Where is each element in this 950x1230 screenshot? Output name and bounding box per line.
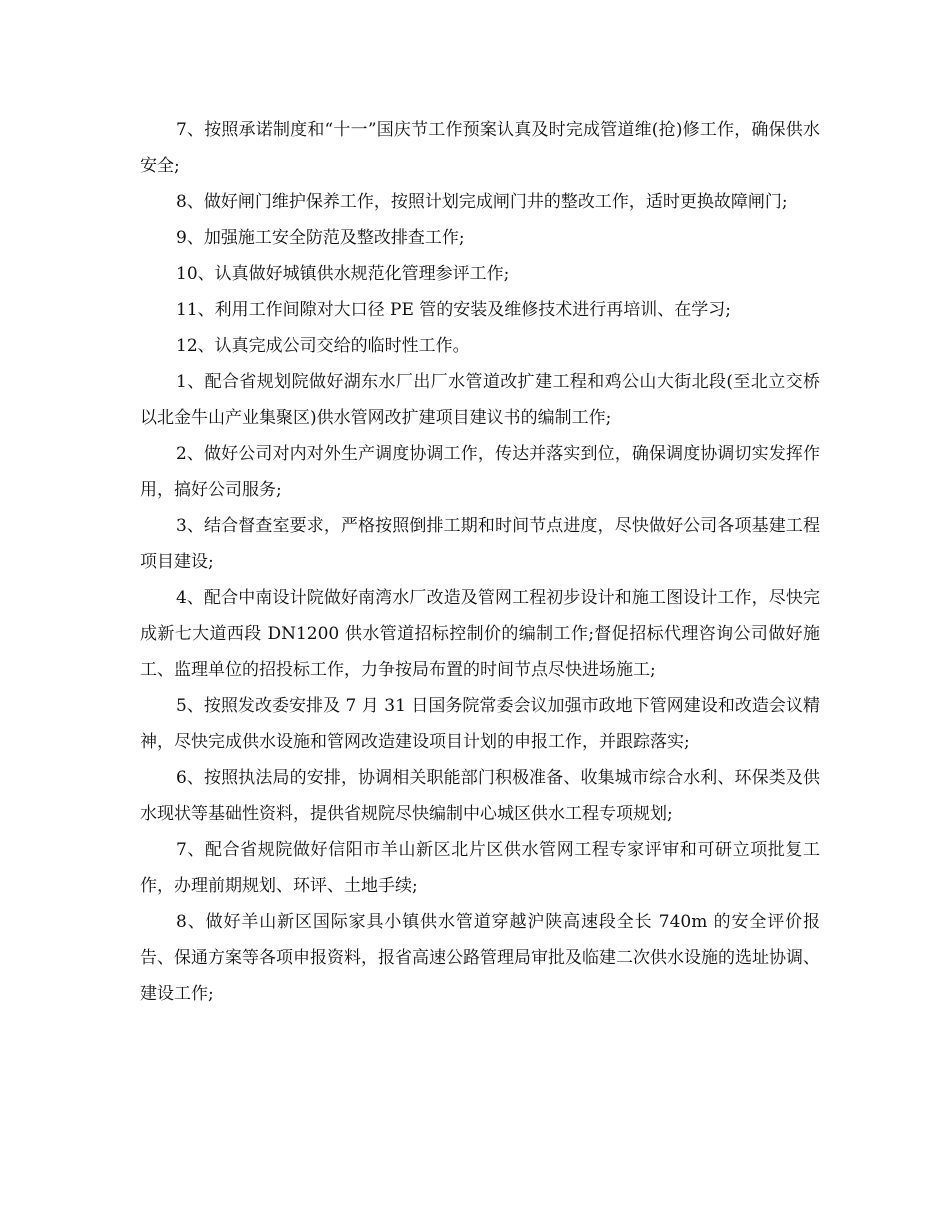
paragraph-item-9-safety: 9、加强施工安全防范及整改排查工作; [176, 228, 465, 248]
paragraph-item-10-evaluation: 10、认真做好城镇供水规范化管理参评工作; [176, 264, 510, 284]
paragraph-plan-2: 2、做好公司对内对外生产调度协调工作，传达并落实到位，确保调度协调切实发挥作用，搞好公司服务; [140, 444, 820, 500]
paragraph-item-7-repair: 7、按照承诺制度和“十一”国庆节工作预案认真及时完成管道维(抢)修工作，确保供水安全; [140, 120, 820, 176]
document-page [140, 112, 820, 1012]
paragraph-plan-1: 1、配合省规划院做好湖东水厂出厂水管道改扩建工程和鸡公山大街北段(至北立交桥以北金牛山产业集聚区)供水管网改扩建项目建议书的编制工作; [140, 372, 820, 428]
paragraph-item-11-training: 11、利用工作间隙对大口径 PE 管的安装及维修技术进行再培训、在学习; [176, 300, 732, 320]
paragraph-plan-8: 8、做好羊山新区国际家具小镇供水管道穿越沪陕高速段全长 740m 的安全评价报告、保通方案等各项申报资料，报省高速公路管理局审批及临建二次供水设施的选址协调、建设工作; [140, 912, 820, 1004]
paragraph-item-8-valve: 8、做好闸门维护保养工作，按照计划完成闸门井的整改工作，适时更换故障闸门; [176, 192, 788, 212]
paragraph-plan-6: 6、按照执法局的安排，协调相关职能部门积极准备、收集城市综合水利、环保类及供水现状等基础性资料，提供省规院尽快编制中心城区供水工程专项规划; [140, 768, 820, 824]
paragraph-plan-7: 7、配合省规院做好信阳市羊山新区北片区供水管网工程专家评审和可研立项批复工作，办理前期规划、环评、土地手续; [140, 840, 820, 896]
paragraph-plan-5: 5、按照发改委安排及 7 月 31 日国务院常委会议加强市政地下管网建设和改造会议精神，尽快完成供水设施和管网改造建设项目计划的申报工作，并跟踪落实; [140, 696, 820, 752]
paragraph-item-12-temporary: 12、认真完成公司交给的临时性工作。 [176, 336, 470, 356]
paragraph-plan-4: 4、配合中南设计院做好南湾水厂改造及管网工程初步设计和施工图设计工作，尽快完成新七大道西段 DN1200 供水管道招标控制价的编制工作;督促招标代理咨询公司做好施工、监理单位的招投标工作，力争按局布置的时间节点尽快进场施工; [140, 588, 820, 680]
paragraph-plan-3: 3、结合督查室要求，严格按照倒排工期和时间节点进度，尽快做好公司各项基建工程项目建设; [140, 516, 820, 572]
